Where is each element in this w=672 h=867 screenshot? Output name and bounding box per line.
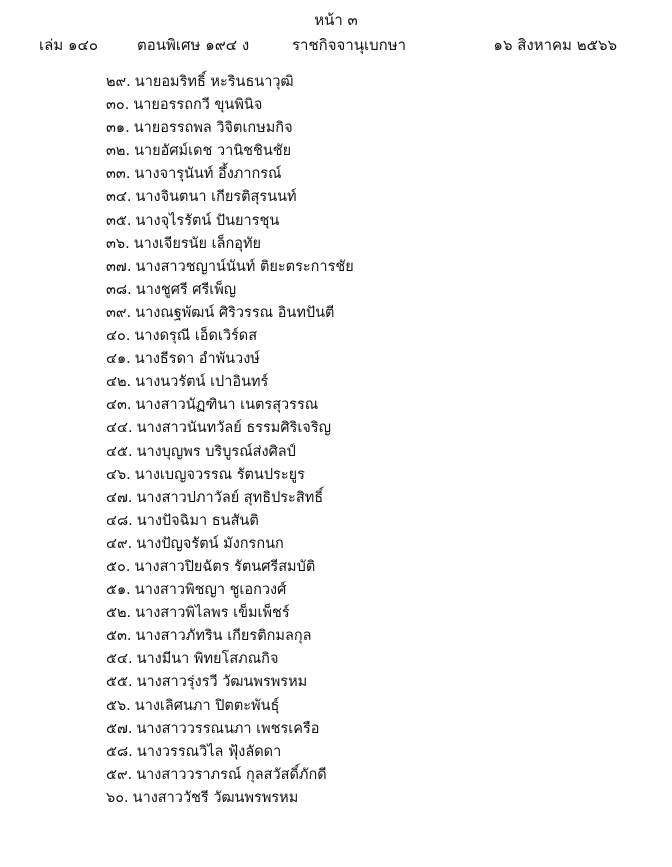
- list-item-name: นางปัจฉิมา ธนสันติ: [136, 512, 259, 529]
- list-item-number: ๔๖.: [106, 466, 131, 483]
- list-item-number: ๕๖.: [106, 697, 131, 714]
- list-item-name: นางธีรดา อำพันวงษ์: [134, 351, 260, 368]
- list-item: [106, 648, 354, 671]
- list-item-name: นางชูศรี ศรีเพ็ญ: [135, 281, 237, 298]
- list-item: [106, 579, 354, 602]
- list-item-name: นางจารุนันท์ อึ้งภากรณ์: [134, 166, 282, 183]
- list-item-name: นางสาววัชรี วัฒนพรพรหม: [132, 789, 299, 806]
- list-item-name: นางสาวภัทริน เกียรติกมลกุล: [135, 628, 312, 645]
- name-list: [106, 71, 354, 810]
- list-item-number: ๔๘.: [106, 512, 133, 529]
- list-item-number: ๔๗.: [106, 489, 133, 506]
- list-item-name: นางสาวปิยฉัตร รัตนศรีสมบัติ: [134, 558, 316, 575]
- list-item-name: นางสาวนันทวัลย์ ธรรมศิริเจริญ: [136, 420, 331, 437]
- list-item-name: นางณฐพัฒน์ ศิริวรรณ อินทปันตี: [135, 304, 335, 321]
- list-item-name: นางจุไรรัตน์ ปันยารชุน: [135, 212, 280, 229]
- list-item-number: ๕๒.: [106, 605, 132, 622]
- list-item-number: ๔๑.: [106, 351, 131, 368]
- list-item: [106, 94, 354, 117]
- list-item-number: ๔๙.: [106, 535, 133, 552]
- list-item-number: ๔๓.: [106, 397, 132, 414]
- list-item: [106, 464, 354, 487]
- list-item-name: นางสาวรุ่งรวี วัฒนพรพรหม: [136, 674, 308, 691]
- list-item-number: ๕๓.: [106, 628, 132, 645]
- list-item-name: นางจินตนา เกียรติสุรนนท์: [135, 189, 297, 206]
- list-item-name: นายอมริทธิ์ หะรินธนาวุฒิ: [134, 74, 294, 90]
- list-item: [106, 163, 354, 186]
- list-item-number: ๓๗.: [106, 258, 132, 275]
- list-item-name: นางเลิศนภา ปิตตะพันธุ์: [134, 697, 280, 714]
- list-item: [106, 71, 354, 94]
- list-item-name: นางเบญจวรรณ รัตนประยูร: [134, 466, 305, 483]
- list-item: [106, 625, 354, 648]
- list-item: [106, 787, 354, 810]
- list-item-name: นางปัญจรัตน์ มังกรกนก: [136, 535, 284, 552]
- list-item: [106, 394, 354, 417]
- list-item-number: ๔๕.: [106, 443, 133, 460]
- list-item-number: ๓๕.: [106, 212, 132, 229]
- page-number: หน้า ๓: [314, 11, 358, 29]
- list-item: [106, 325, 354, 348]
- list-item-name: นางสาววรรณนภา เพชรเครือ: [136, 720, 320, 737]
- list-item: [106, 441, 354, 464]
- list-item-name: นางสาวนัฏฑินา เนตรสุวรรณ: [135, 397, 319, 414]
- list-item-number: ๕๑.: [106, 582, 131, 599]
- list-item: [106, 671, 354, 694]
- list-item-name: นางสาวปภาวัลย์ สุทธิประสิทธิ์: [136, 489, 324, 506]
- list-item-name: นางสาวชญาน์นันท์ ติยะตระการชัย: [135, 258, 354, 275]
- list-item-number: ๓๙.: [106, 304, 132, 321]
- list-item-number: ๕๙.: [106, 766, 133, 783]
- list-item: [106, 487, 354, 510]
- list-item: [106, 764, 354, 787]
- list-item-number: ๖๐.: [106, 789, 129, 806]
- list-item: [106, 417, 354, 440]
- list-item-number: ๔๔.: [106, 420, 133, 437]
- list-item: [106, 279, 354, 302]
- list-item-number: ๓๔.: [106, 189, 132, 206]
- list-item-number: ๓๘.: [106, 281, 132, 298]
- list-item-name: นางสาวพิชญา ชูเอกวงศ์: [134, 582, 287, 599]
- list-item: [106, 371, 354, 394]
- list-item-name: นายอรรถพล วิจิตเกษมกิจ: [133, 120, 293, 137]
- list-item-number: ๕๔.: [106, 651, 133, 668]
- list-item: [106, 510, 354, 533]
- list-item: [106, 556, 354, 579]
- list-item: [106, 718, 354, 741]
- list-item: [106, 741, 354, 764]
- list-item: [106, 695, 354, 718]
- list-item: [106, 210, 354, 233]
- list-item-name: นางสาวพิไลพร เข็มเพ็ชร์: [135, 605, 290, 622]
- volume-label: เล่ม ๑๔๐: [39, 36, 99, 54]
- gazette-header: [39, 36, 617, 56]
- list-item: [106, 140, 354, 163]
- list-item-number: ๓๒.: [106, 143, 131, 160]
- list-item-name: นางนวรัตน์ เปาอินทร์: [135, 374, 269, 391]
- list-item-name: นายอัศม์เดช วานิชชินชัย: [134, 143, 292, 160]
- issue-label: ตอนพิเศษ ๑๙๔ ง: [137, 36, 250, 54]
- list-item-name: นายอรรถกวี ขุนพินิจ: [133, 97, 263, 114]
- list-item: [106, 233, 354, 256]
- list-item: [106, 256, 354, 279]
- list-item: [106, 117, 354, 140]
- list-item-number: ๓๖.: [106, 235, 130, 252]
- list-item-number: ๒๙.: [106, 74, 131, 90]
- list-item-number: ๕๘.: [106, 743, 133, 760]
- list-item-number: ๕๗.: [106, 720, 133, 737]
- list-item-name: นางสาววราภรณ์ กุลสวัสดิ์ภักดี: [136, 766, 327, 783]
- list-item-number: ๓๑.: [106, 120, 130, 137]
- gazette-title: ราชกิจจานุเบกษา: [292, 36, 407, 54]
- list-item-number: ๔๐.: [106, 328, 131, 345]
- list-item: [106, 302, 354, 325]
- list-item-number: ๓๐.: [106, 97, 130, 114]
- list-item-name: นางดรุณี เอ็ดเวิร์ดส: [134, 328, 258, 345]
- list-item-name: นางมีนา พิทยโสภณกิจ: [136, 651, 279, 668]
- list-item: [106, 533, 354, 556]
- list-item: [106, 348, 354, 371]
- list-item-number: ๕๕.: [106, 674, 133, 691]
- publication-date: ๑๖ สิงหาคม ๒๕๖๖: [493, 36, 617, 54]
- list-item: [106, 186, 354, 209]
- list-item: [106, 602, 354, 625]
- list-item-number: ๔๒.: [106, 374, 132, 391]
- list-item-number: ๕๐.: [106, 558, 131, 575]
- list-item-name: นางเจียรนัย เล็กอุทัย: [133, 235, 262, 252]
- list-item-name: นางบุญพร บริบูรณ์ส่งศิลป์: [136, 443, 296, 460]
- list-item-name: นางวรรณวิไล ฟุ้งลัดดา: [136, 743, 282, 760]
- list-item-number: ๓๓.: [106, 166, 131, 183]
